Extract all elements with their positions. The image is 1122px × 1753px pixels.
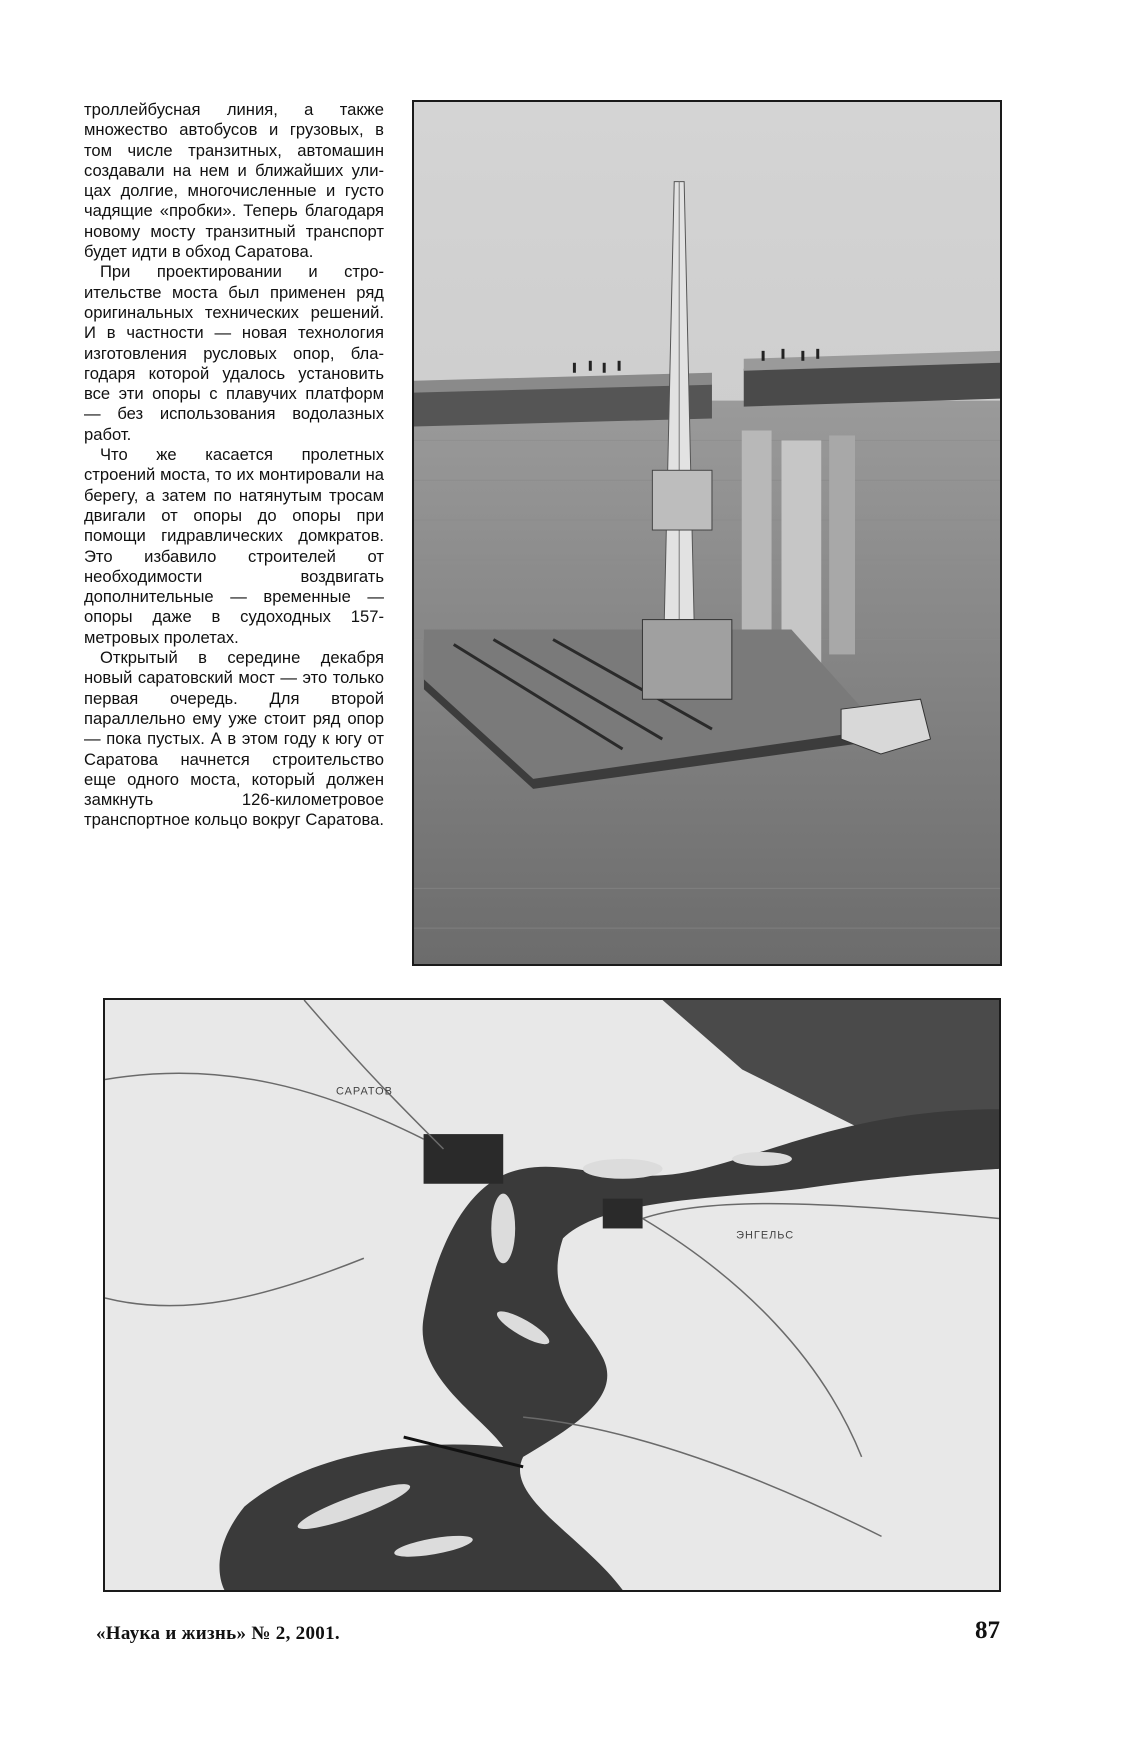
article-paragraph: Открытый в середине декабря новый саратовский мост — это только первая очередь. Для второй параллельно ему уже стоит ряд опор — пока пустых. А в этом году к югу от Саратова начнется строительство еще одного моста, который должен замкнуть 126-километровое транспортное кольцо вокруг Саратова. (84, 648, 384, 830)
journal-footer: «Наука и жизнь» № 2, 2001. (96, 1623, 340, 1644)
bridge-construction-photo (412, 100, 1002, 966)
map-illustration (105, 1000, 999, 1590)
article-paragraph: При проектировании и строительстве моста был применен ряд оригинальных технических решений. И в частности — новая технология изготовления русловых опор, благодаря которой удалось установить все эти опоры с плавучих платформ — без использования водолазных работ. (84, 262, 384, 444)
saratov-region-map (103, 998, 1001, 1592)
article-paragraph: троллейбусная линия, а также множество автобусов и грузовых, в том числе транзитных, автомашин создавали на нем и ближайших улицах долгие, многочисленные и густо чадящие «пробки». Теперь благодаря новому мосту транзитный транспорт будет идти в обход Саратова. (84, 100, 384, 262)
map-label-engels: ЭНГЕЛЬС (736, 1229, 795, 1242)
bridge-photo-illustration (414, 102, 1000, 964)
map-label-saratov: САРАТОВ (335, 1085, 393, 1098)
article-paragraph: Что же касается пролетных строений моста, то их монтировали на берегу, а затем по натянутым тросам двигали от опоры до опоры при помощи гидравлических домкратов. Это избавило строителей от необходимости воздвигать дополнительные — временные — опоры даже в судоходных 157-метровых пролетах. (84, 445, 384, 647)
page-number: 87 (975, 1617, 1000, 1644)
article-text-column (84, 100, 384, 831)
